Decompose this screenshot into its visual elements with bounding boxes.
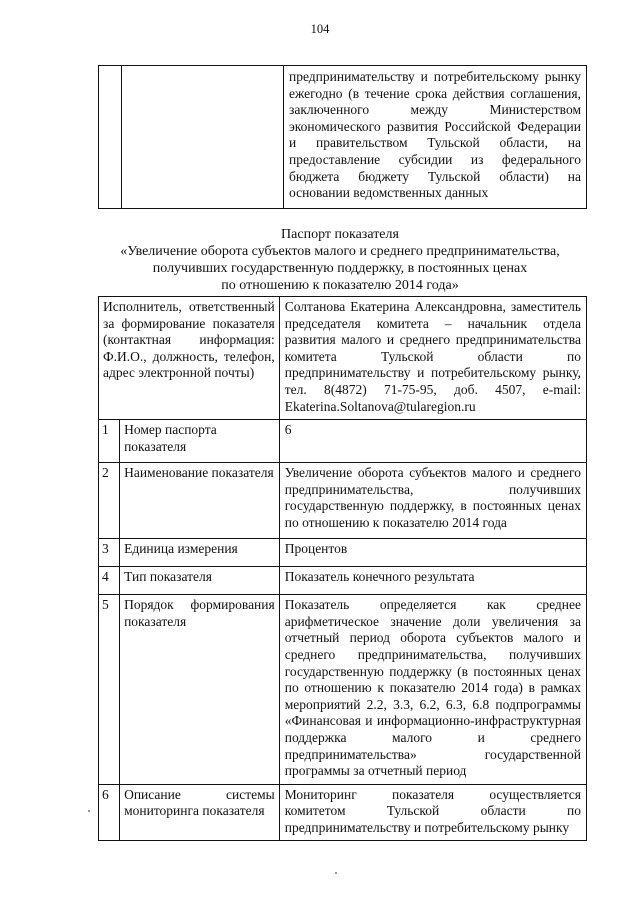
row-value: Увеличение оборота субъектов малого и среднего предпринимательства, получивших государственную поддержку, в постоянных ценах по отношению к показателю 2014 года [279,463,586,539]
title-line: «Увеличение оборота субъектов малого и среднего предпринимательства, [120,244,560,259]
row-label: Описание системы мониторинга показателя [120,784,280,841]
table-row [99,420,587,463]
row-label: Единица измерения [120,539,280,567]
row-label: Тип показателя [120,567,280,595]
scan-speck [88,810,90,812]
passport-table [98,296,587,841]
table-cell-text: предпринимательству и потребительскому рынку ежегодно (в течение срока действия соглашения, заключенного между Министерством экономического развития Российской Федерации и правительством Тульской области, на предоставление субсидии из федерального бюджета бюджету Тульской области) на основании ведомственных данных [284,66,587,209]
row-number: 1 [99,420,120,463]
row-label: Наименование показателя [120,463,280,539]
title-line: по отношению к показателю 2014 года» [221,278,459,293]
row-value: Мониторинг показателя осуществляется комитетом Тульской области по предпринимательству и потребительскому рынку [279,784,586,841]
passport-title [60,226,620,294]
table-row [99,784,587,841]
row-number: 3 [99,539,120,567]
title-line: получивших государственную поддержку, в постоянных ценах [152,261,528,276]
table-row [99,463,587,539]
row-number: 2 [99,463,120,539]
header-value-cell: Солтанова Екатерина Александровна, заместитель председателя комитета – начальник отдела развития малого и среднего предпринимательства комитета Тульской области по предпринимательству и потребительскому рынку, тел. 8(4872) 71-75-95, доб. 4507, e-mail: Ekaterina.Soltanova@tularegion.ru [279,297,586,420]
row-value: Процентов [279,539,586,567]
table-cell-empty [99,66,122,209]
row-number: 5 [99,595,120,785]
row-value: Показатель определяется как среднее арифметическое значение доли увеличения за отчетный период оборота субъектов малого и среднего предпринимательства, получивших государственную поддержку (в постоянных ценах по отношению к показателю 2014 года) в рамках мероприятий 2.2, 3.3, 6.2, 6.3, 6.8 подпрограммы «Финансовая и информационно-инфраструктурная поддержка малого и среднего предпринимательства» государственной программы за отчетный период [279,595,586,785]
table-row [99,297,587,420]
continuation-table [98,65,587,209]
row-number: 6 [99,784,120,841]
table-row [99,595,587,785]
table-row [99,567,587,595]
row-label: Номер паспорта показателя [120,420,280,463]
row-value: 6 [279,420,586,463]
row-number: 4 [99,567,120,595]
table-cell-empty [122,66,284,209]
table-row [99,539,587,567]
table-row [99,66,587,209]
row-label: Порядок формирования показателя [120,595,280,785]
scan-speck [335,872,337,874]
header-label-cell: Исполнитель, ответственный за формирование показателя (контактная информация: Ф.И.О., должность, телефон, адрес электронной почты) [99,297,280,420]
title-line: Паспорт показателя [281,227,399,242]
row-value: Показатель конечного результата [279,567,586,595]
page-number: 104 [310,22,330,36]
